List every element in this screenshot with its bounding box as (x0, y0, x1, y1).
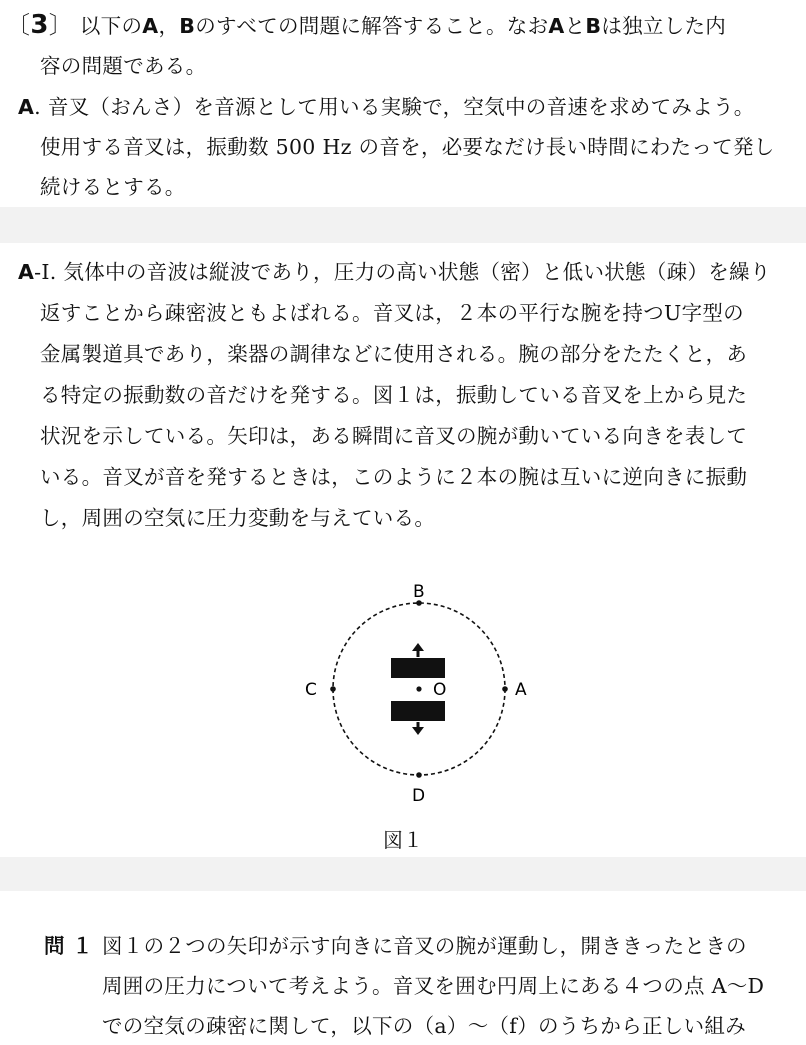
part-ai-line6: いる。音叉が音を発するときは，このように２本の腕は互いに逆向きに振動 (40, 465, 748, 489)
fork-arm-upper (391, 658, 445, 678)
separator-band-1 (0, 207, 806, 243)
part-a-line1 (18, 93, 755, 121)
intro-text-b: のすべての問題に解答すること。なお (195, 14, 549, 38)
intro-comma: ， (158, 14, 180, 38)
section-bracket-close: 〕 (48, 11, 74, 39)
part-a-line2: 使用する音叉は，振動数 500 Hz の音を，必要なだけ長い時間にわたって発し (40, 135, 775, 159)
intro-label-b2: B (585, 14, 602, 38)
part-a-line3: 続けるとする。 (40, 175, 186, 199)
question-1-line1: 図１の２つの矢印が示す向きに音叉の腕が運動し，開ききったときの (102, 934, 747, 958)
figure-1 (0, 570, 806, 830)
point-a-dot (502, 686, 508, 692)
label-b: B (413, 582, 425, 602)
fork-arm-lower (391, 701, 445, 721)
label-d: D (412, 786, 426, 806)
figure-caption: 図１ (383, 828, 423, 852)
point-d-dot (416, 772, 422, 778)
question-1-line2: 周囲の圧力について考えよう。音叉を囲む円周上にある４つの点 A〜D (102, 974, 765, 998)
separator-band-2 (0, 857, 806, 891)
intro-text-a: 以下の (79, 14, 143, 38)
part-ai-line3: 金属製道具であり，楽器の調律などに使用される。腕の部分をたたくと，あ (40, 342, 748, 366)
section-header-line2: 容の問題である。 (40, 54, 207, 78)
question-1-line3: での空気の疎密に関して，以下の（a）〜（f）のうちから正しい組み (102, 1014, 746, 1038)
label-a: A (515, 680, 527, 700)
part-ai-line7: し，周囲の空気に圧力変動を与えている。 (40, 506, 436, 530)
part-ai-text: 気体中の音波は縦波であり，圧力の高い状態（密）と低い状態（疎）を繰り (56, 260, 771, 284)
arrow-up-icon (412, 643, 424, 657)
part-ai-label-suffix: -I. (34, 260, 57, 284)
part-ai-line5: 状況を示している。矢印は，ある瞬間に音叉の腕が動いている向きを表して (40, 424, 748, 448)
intro-label-a: A (142, 14, 159, 38)
section-bracket-open: 〔 (6, 11, 31, 39)
intro-label-a2: A (548, 14, 565, 38)
question-1-label: 問 １ (44, 934, 94, 958)
part-a-text1: 音叉（おんさ）を音源として用いる実験で，空気中の音速を求めてみよう。 (41, 95, 755, 119)
label-o: O (433, 680, 447, 700)
point-o-dot (416, 686, 421, 691)
part-ai-line2: 返すことから疎密波ともよばれる。音叉は，２本の平行な腕を持つU字型の (40, 301, 744, 325)
label-c: C (305, 680, 317, 700)
part-a-label-dot: . (34, 95, 41, 119)
part-a-label: A (18, 95, 35, 119)
section-header-line1 (6, 11, 726, 40)
point-c-dot (330, 686, 336, 692)
section-number: 3 (30, 10, 49, 40)
intro-text-c: は独立した内 (601, 14, 727, 38)
part-ai-line4: る特定の振動数の音だけを発する。図１は，振動している音叉を上から見た (40, 383, 748, 407)
intro-label-b: B (179, 14, 196, 38)
part-ai-label: A (18, 260, 35, 284)
arrow-down-icon (412, 722, 424, 735)
intro-and: と (564, 14, 586, 38)
part-ai-line1 (18, 258, 771, 286)
